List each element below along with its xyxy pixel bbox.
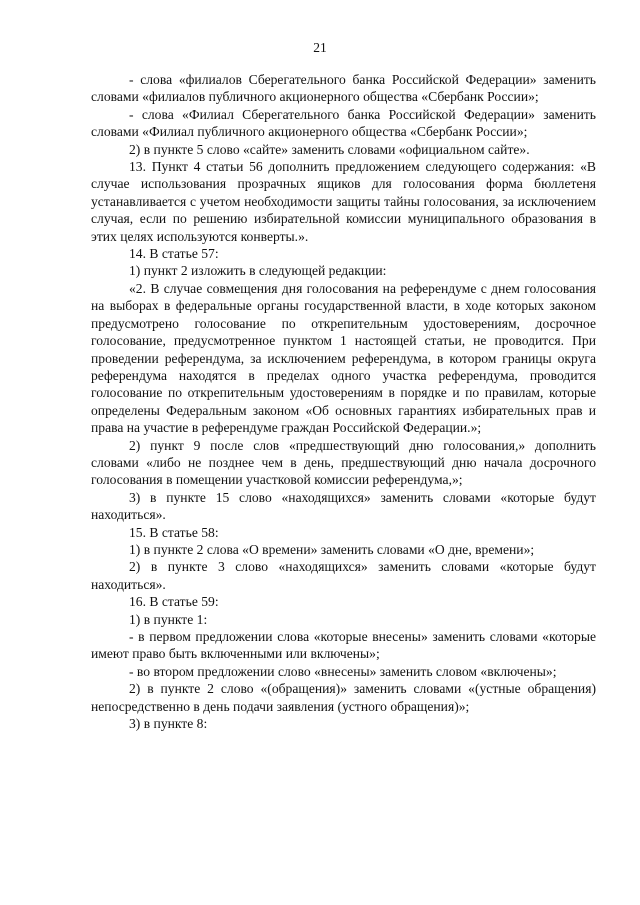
paragraph: 2) пункт 9 после слов «предшествующий дню голосования,» дополнить словами «либо не позднее чем в день, предшествующий дню начала досрочного голосования в помещении участковой комиссии референдума,»; [91,437,596,488]
paragraph: 13. Пункт 4 статьи 56 дополнить предложением следующего содержания: «В случае использования прозрачных ящиков для голосования форма бюллетеня устанавливается с учетом необходимости защиты тайны голосования, за исключением случая, если по решению избирательной комиссии муниципального образования в этих целях используются конверты.». [91,159,596,244]
paragraph: 1) пункт 2 изложить в следующей редакции: [129,263,387,279]
paragraph: 3) в пункте 8: [129,716,208,732]
paragraph: - во втором предложении слово «внесены» заменить словом «включены»; [129,663,557,679]
paragraph: - слова «Филиал Сберегательного банка Российской Федерации» заменить словами «Филиал публичного акционерного общества «Сбербанк России»; [91,106,596,140]
paragraph: - слова «филиалов Сберегательного банка Российской Федерации» заменить словами «филиалов публичного акционерного общества «Сбербанк России»; [91,72,596,105]
body-text [91,71,596,732]
paragraph: 16. В статье 59: [129,594,219,610]
paragraph: 2) в пункте 2 слово «(обращения)» заменить словами «(устные обращения) непосредственно в день подачи заявления (устного обращения)»; [91,681,596,714]
paragraph: 14. В статье 57: [129,246,219,262]
page-number: 21 [313,40,327,55]
paragraph: 2) в пункте 5 слово «сайте» заменить словами «официальном сайте». [129,141,530,157]
paragraph: 15. В статье 58: [129,524,219,540]
paragraph: 1) в пункте 2 слова «О времени» заменить словами «О дне, времени»; [129,541,535,557]
paragraph: - в первом предложении слова «которые внесены» заменить словами «которые имеют право быть включенными или включены»; [91,629,596,662]
paragraph: 3) в пункте 15 слово «находящихся» заменить словами «которые будут находиться». [91,489,596,523]
paragraph: 1) в пункте 1: [129,611,208,627]
paragraph: «2. В случае совмещения дня голосования на референдуме с днем голосования на выборах в федеральные органы государственной власти, в ходе которых законом предусмотрено голосование по открепительным удостоверениям, досрочное голосование, предусмотренное пунктом 1 настоящей статьи, не проводится. При проведении референдума, за исключением референдума, в котором границы округа референдума находятся в пределах одного участка референдума, проводится голосование по открепительным удостоверениям в порядке и по правилам, которые определены Федеральным законом «Об основных гарантиях избирательных прав и права на участие в референдуме граждан Российской Федерации.»; [91,280,596,436]
paragraph: 2) в пункте 3 слово «находящихся» заменить словами «которые будут находиться». [91,559,596,592]
